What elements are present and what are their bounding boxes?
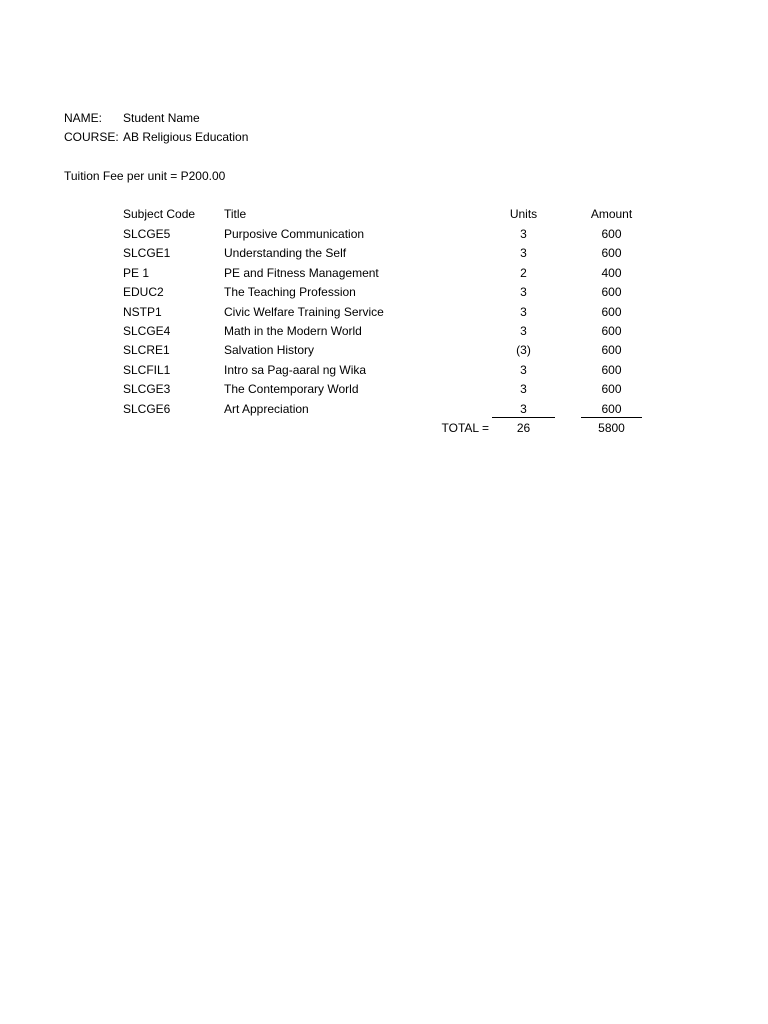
units-cell: 3 <box>520 285 527 300</box>
units-cell: 3 <box>520 382 527 397</box>
units-sum-underline <box>492 417 555 418</box>
amount-cell: 600 <box>601 304 622 319</box>
table-row <box>0 402 768 421</box>
course-value: AB Religious Education <box>123 130 249 144</box>
amount-sum-underline <box>581 417 642 418</box>
header-title: Title <box>224 207 247 221</box>
table-row <box>0 343 768 362</box>
course-label: COURSE: <box>64 130 119 144</box>
total-amount-value: 5800 <box>598 421 625 435</box>
table-row <box>0 324 768 343</box>
amount-cell: 600 <box>601 246 622 261</box>
units-cell: 3 <box>520 362 527 377</box>
subject-title-cell: Intro sa Pag-aaral ng Wika <box>224 362 367 377</box>
student-name-value: Student Name <box>123 111 200 125</box>
subject-code-cell: SLCGE4 <box>123 323 171 338</box>
units-cell: (3) <box>516 343 531 358</box>
subject-title-cell: PE and Fitness Management <box>224 265 379 280</box>
subject-title-cell: Art Appreciation <box>224 401 309 416</box>
subject-code-cell: SLCGE1 <box>123 246 171 261</box>
units-cell: 3 <box>520 323 527 338</box>
subject-code-cell: NSTP1 <box>123 304 162 319</box>
header-units: Units <box>509 207 538 221</box>
table-row <box>0 285 768 304</box>
tuition-fee-line: Tuition Fee per unit = P200.00 <box>64 169 226 183</box>
amount-cell: 600 <box>601 343 622 358</box>
table-row <box>0 227 768 246</box>
table-row <box>0 363 768 382</box>
subject-title-cell: Purposive Communication <box>224 227 365 241</box>
subject-code-cell: PE 1 <box>123 265 150 280</box>
subject-code-cell: SLCGE3 <box>123 382 171 397</box>
subject-title-cell: Salvation History <box>224 343 315 358</box>
table-row <box>0 305 768 324</box>
amount-cell: 600 <box>601 362 622 377</box>
subject-table-body <box>0 227 768 421</box>
units-cell: 3 <box>520 401 527 416</box>
amount-cell: 600 <box>601 323 622 338</box>
subject-title-cell: The Contemporary World <box>224 382 359 397</box>
amount-cell: 600 <box>601 382 622 397</box>
total-label: TOTAL = <box>441 421 489 435</box>
amount-cell: 600 <box>601 401 622 416</box>
table-row <box>0 246 768 265</box>
subject-code-cell: SLCGE6 <box>123 401 171 416</box>
table-row <box>0 382 768 401</box>
subject-title-cell: Math in the Modern World <box>224 323 362 338</box>
subject-code-cell: SLCFIL1 <box>123 362 171 377</box>
header-amount: Amount <box>590 207 633 221</box>
subject-title-cell: The Teaching Profession <box>224 285 356 300</box>
name-label: NAME: <box>64 111 103 125</box>
total-units-value: 26 <box>516 421 531 435</box>
amount-cell: 600 <box>601 227 622 241</box>
table-row <box>0 266 768 285</box>
subject-code-cell: EDUC2 <box>123 285 164 300</box>
units-cell: 3 <box>520 227 527 241</box>
subject-title-cell: Civic Welfare Training Service <box>224 304 384 319</box>
units-cell: 2 <box>520 265 527 280</box>
amount-cell: 600 <box>601 285 622 300</box>
units-cell: 3 <box>520 246 527 261</box>
subject-code-cell: SLCGE5 <box>123 227 171 241</box>
amount-cell: 400 <box>601 265 622 280</box>
units-cell: 3 <box>520 304 527 319</box>
subject-title-cell: Understanding the Self <box>224 246 347 261</box>
subject-code-cell: SLCRE1 <box>123 343 170 358</box>
header-subject-code: Subject Code <box>123 207 196 221</box>
